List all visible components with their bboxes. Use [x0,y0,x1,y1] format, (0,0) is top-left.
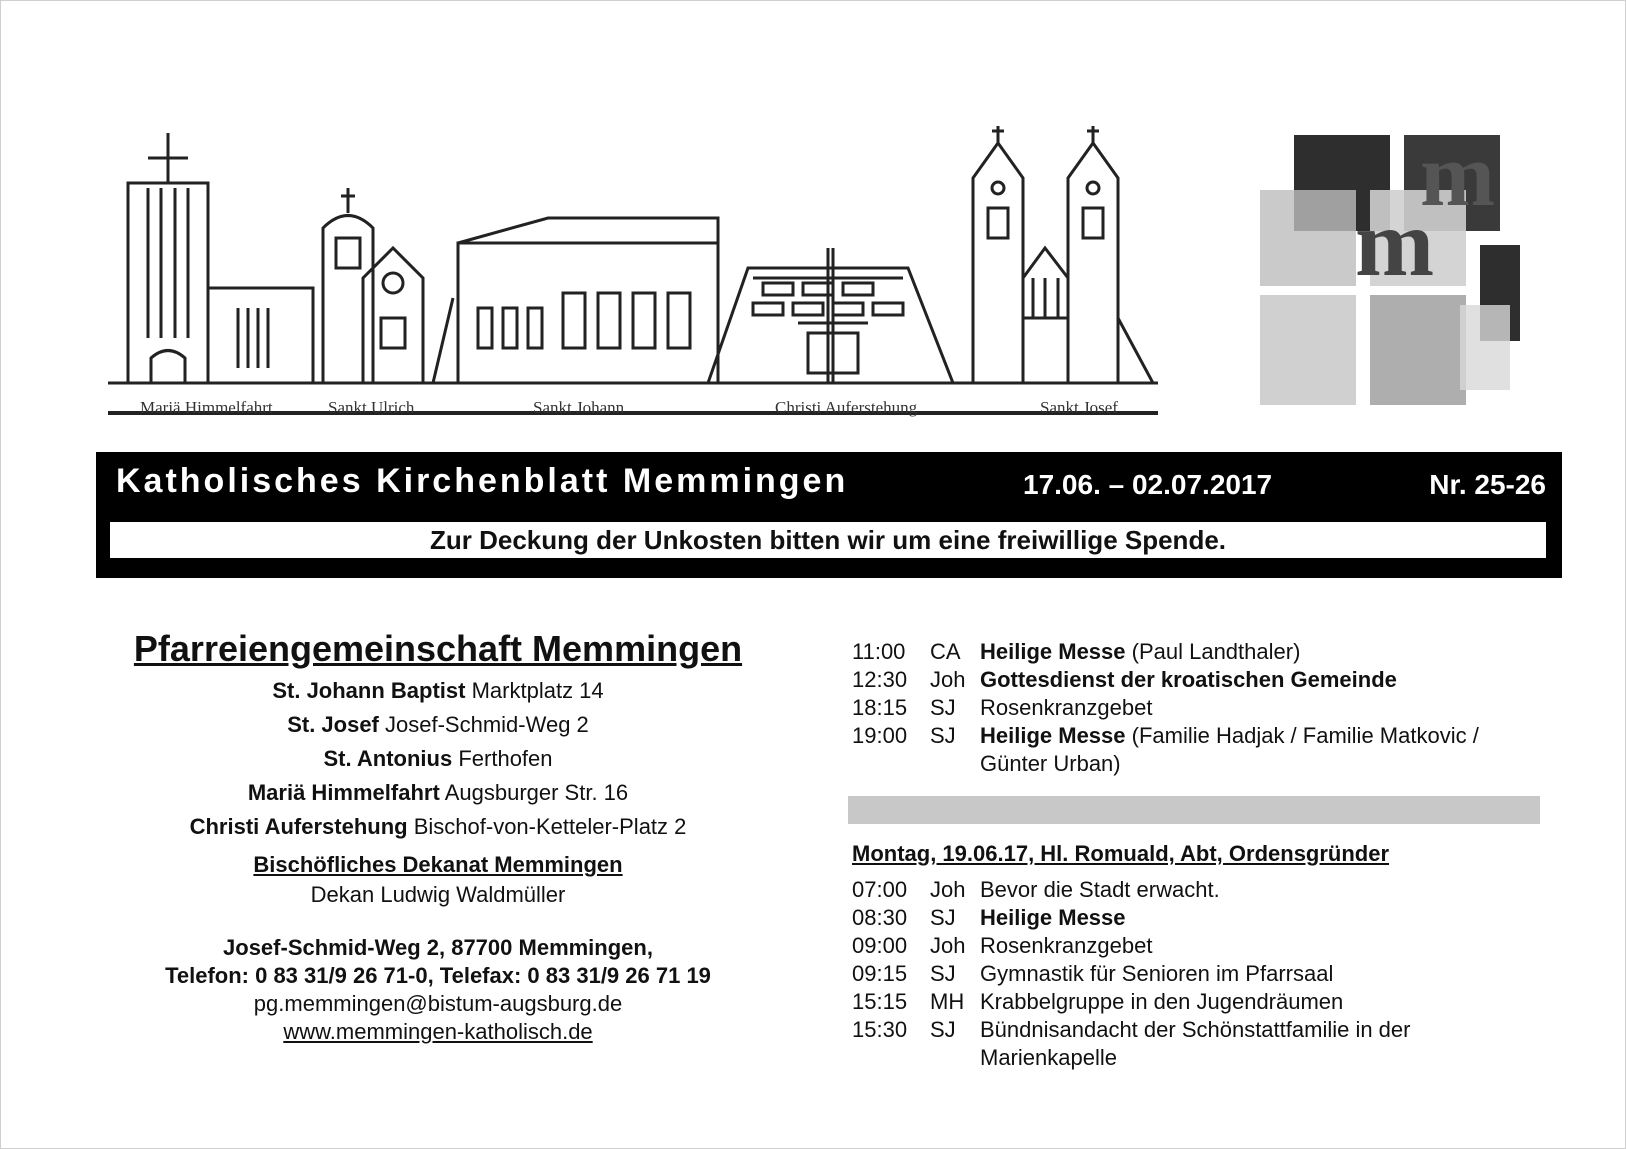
event-location: SJ [930,961,956,986]
event-description [980,876,1552,904]
dekanat-title: Bischöfliches Dekanat Memmingen [253,852,623,877]
event-time: 08:30 [852,905,908,930]
church-address: Marktplatz 14 [471,678,604,703]
church-entry [98,674,778,708]
mm-logo [1260,135,1520,410]
event-location: Joh [930,933,966,958]
office-address: Josef-Schmid-Weg 2, 87700 Memmingen, [223,935,653,960]
schedule-row [852,904,1552,932]
event-time: 15:15 [852,989,908,1014]
email-link[interactable]: pg.memmingen@bistum-augsburg.de [253,991,623,1016]
dekan-name: Dekan Ludwig Waldmüller [310,882,566,907]
schedule-row [852,960,1552,988]
schedule-sunday [852,638,1552,778]
event-time: 12:30 [852,667,908,692]
event-title: Heilige Messe [980,905,1126,930]
issue-number: Nr. 25-26 [1429,469,1546,500]
event-title: Gottesdienst der kroatischen Gemeinde [980,667,1397,692]
event-description [980,722,1552,778]
event-detail: Bevor die Stadt erwacht. [980,877,1220,902]
church-label: Christi Auferstehung [775,398,918,417]
church-name: St. Antonius [323,746,453,771]
schedule-row [852,932,1552,960]
church-name: Christi Auferstehung [189,814,408,839]
date-range: 17.06. – 02.07.2017 [1023,469,1273,500]
parish-community-title: Pfarreiengemeinschaft Memmingen [133,628,743,669]
church-entry [98,708,778,742]
parish-info [98,628,778,1046]
website-link[interactable]: www.memmingen-katholisch.de [283,1019,593,1044]
event-title: Heilige Messe [980,723,1126,748]
event-description [980,960,1552,988]
church-address: Josef-Schmid-Weg 2 [385,712,589,737]
event-location: SJ [930,1017,956,1042]
event-location: MH [930,989,965,1014]
newsletter-title: Katholisches Kirchenblatt Memmingen [116,462,849,500]
event-description [980,904,1552,932]
event-detail: (Familie Hadjak / Familie Matkovic / Günter Urban) [980,723,1479,776]
event-location: SJ [930,723,956,748]
donation-note: Zur Deckung der Unkosten bitten wir um eine freiwillige Spende. [110,522,1546,558]
schedule-row [852,722,1552,778]
church-label: Sankt Ulrich [328,398,415,417]
church-label: Sankt Josef [1040,398,1118,417]
church-name: Mariä Himmelfahrt [247,780,440,805]
church-name: St. Johann Baptist [272,678,466,703]
schedule-row [852,876,1552,904]
schedule-monday [852,876,1552,1072]
event-location: SJ [930,695,956,720]
schedule-row [852,988,1552,1016]
phone-fax: Telefon: 0 83 31/9 26 71-0, Telefax: 0 83 31/9 26 71 19 [165,963,711,988]
logo-mark-bottom: m [1355,190,1435,296]
event-description [980,666,1552,694]
church-entry [98,810,778,844]
event-location: SJ [930,905,956,930]
event-description [980,1016,1552,1072]
event-time: 07:00 [852,877,908,902]
church-address: Bischof-von-Ketteler-Platz 2 [413,814,687,839]
event-description [980,638,1552,666]
schedule-row [852,666,1552,694]
schedule-row [852,638,1552,666]
event-time: 18:15 [852,695,908,720]
church-address: Augsburger Str. 16 [444,780,629,805]
church-label: Mariä Himmelfahrt [140,398,273,417]
section-divider [848,796,1540,824]
event-time: 19:00 [852,723,908,748]
event-time: 09:15 [852,961,908,986]
schedule-row [852,694,1552,722]
event-location: Joh [930,667,966,692]
event-detail: Gymnastik für Senioren im Pfarrsaal [980,961,1334,986]
event-description [980,694,1552,722]
event-detail: Krabbelgruppe in den Jugendräumen [980,989,1344,1014]
event-time: 11:00 [852,639,906,664]
church-label: Sankt Johann [533,398,625,417]
church-entry [98,776,778,810]
event-location: CA [930,639,961,664]
church-skyline-illustration [93,118,1200,443]
event-time: 09:00 [852,933,908,958]
event-time: 15:30 [852,1017,908,1042]
church-entry [98,742,778,776]
event-description [980,988,1552,1016]
event-detail: Bündnisandacht der Schönstattfamilie in der Marienkapelle [980,1017,1411,1070]
logo-mark-top: m [1420,135,1495,225]
schedule-row [852,1016,1552,1072]
event-detail: (Paul Landthaler) [1125,639,1301,664]
event-location: Joh [930,877,966,902]
event-detail: Rosenkranzgebet [980,695,1153,720]
church-name: St. Josef [287,712,379,737]
event-description [980,932,1552,960]
day-heading: Montag, 19.06.17, Hl. Romuald, Abt, Ordensgründer [852,841,1390,866]
event-title: Heilige Messe [980,639,1126,664]
event-detail: Rosenkranzgebet [980,933,1153,958]
church-address: Ferthofen [458,746,553,771]
title-bar [96,452,1562,578]
